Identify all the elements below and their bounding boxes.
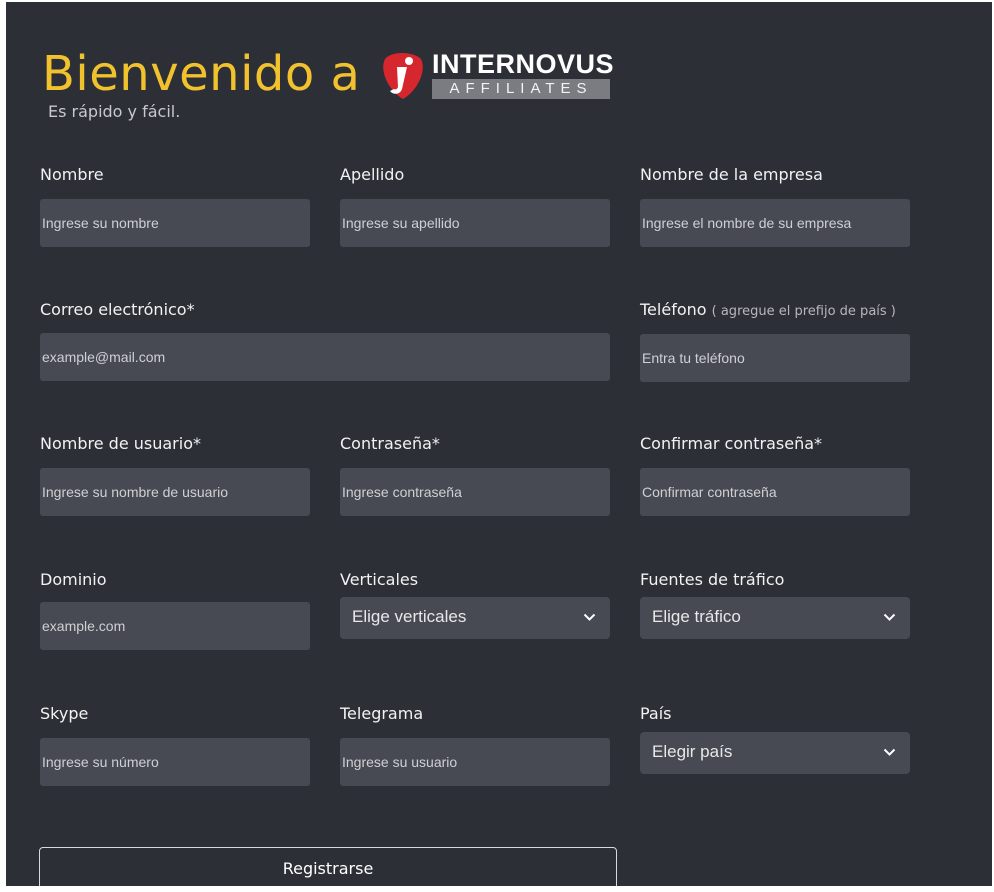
chevron-down-icon <box>883 748 896 757</box>
logo-text-internovus: INTERNOVUS <box>432 49 615 79</box>
label-country: País <box>640 704 672 723</box>
country-select[interactable] <box>640 732 910 774</box>
first-name-input[interactable] <box>40 199 310 247</box>
country-selected-value: Elegir país <box>652 742 733 761</box>
traffic-selected-value: Elige tráfico <box>652 607 741 626</box>
welcome-title: Bienvenido a <box>42 46 361 102</box>
telegram-input[interactable] <box>340 738 610 786</box>
last-name-input[interactable] <box>340 199 610 247</box>
domain-input[interactable] <box>40 602 310 650</box>
password-input[interactable] <box>340 468 610 516</box>
label-verticals: Verticales <box>340 570 419 589</box>
chevron-down-icon <box>583 613 596 622</box>
label-domain: Dominio <box>40 570 107 589</box>
label-phone <box>640 300 896 319</box>
label-phone-text: Teléfono <box>640 300 707 319</box>
label-confirm-password: Confirmar contraseña* <box>640 434 823 453</box>
label-company: Nombre de la empresa <box>640 165 823 184</box>
internovus-logo-icon <box>377 49 429 101</box>
label-traffic: Fuentes de tráfico <box>640 570 785 589</box>
logo-text-affiliates: AFFILIATES <box>432 79 610 99</box>
phone-input[interactable] <box>640 334 910 382</box>
label-password: Contraseña* <box>340 434 440 453</box>
traffic-select[interactable] <box>640 597 910 639</box>
verticals-select[interactable] <box>340 597 610 639</box>
username-input[interactable] <box>40 468 310 516</box>
label-phone-hint: ( agregue el prefijo de país ) <box>711 304 896 319</box>
chevron-down-icon <box>883 613 896 622</box>
label-email: Correo electrónico* <box>40 300 195 319</box>
brand-logo <box>377 49 617 101</box>
label-telegram: Telegrama <box>340 704 424 723</box>
label-first-name: Nombre <box>40 165 104 184</box>
verticals-selected-value: Elige verticales <box>352 607 467 626</box>
label-last-name: Apellido <box>340 165 405 184</box>
register-button[interactable]: Registrarse <box>39 847 617 886</box>
confirm-password-input[interactable] <box>640 468 910 516</box>
company-input[interactable] <box>640 199 910 247</box>
registration-panel <box>6 2 992 886</box>
label-username: Nombre de usuario* <box>40 434 201 453</box>
email-input[interactable] <box>40 333 610 381</box>
subtitle: Es rápido y fácil. <box>48 102 181 121</box>
skype-input[interactable] <box>40 738 310 786</box>
label-skype: Skype <box>40 704 89 723</box>
